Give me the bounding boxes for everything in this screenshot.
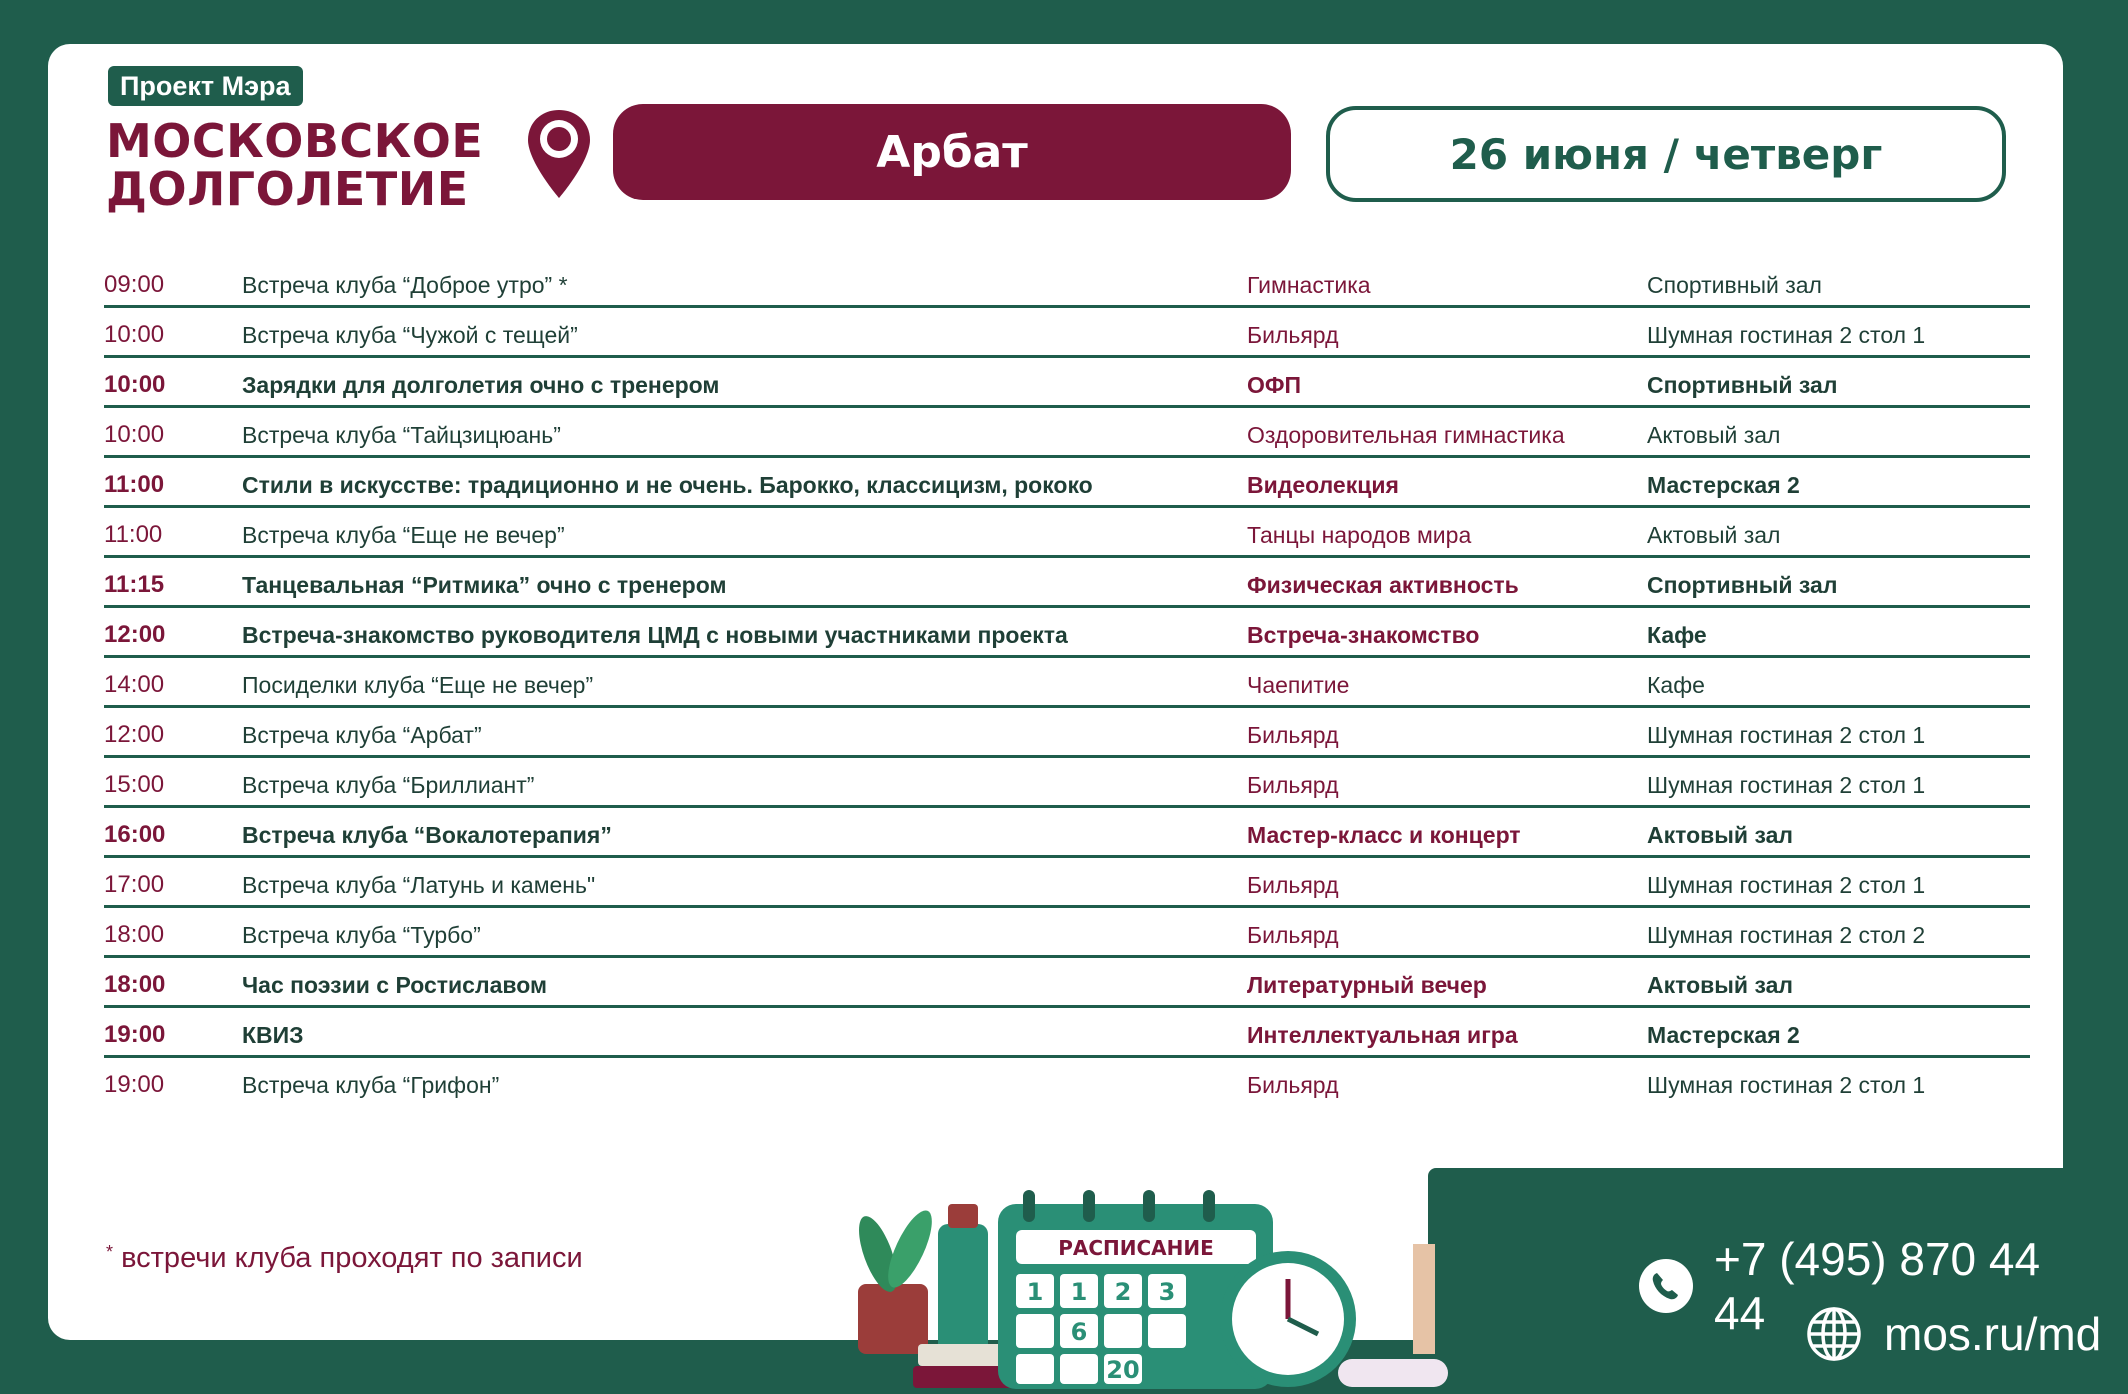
footnote xyxy=(106,1242,583,1275)
website-contact xyxy=(1806,1306,2101,1362)
event-type: Физическая активность xyxy=(1247,572,1519,598)
event-time: 11:00 xyxy=(104,471,165,498)
event-title: Встреча клуба “Бриллиант” xyxy=(242,772,535,798)
schedule-card xyxy=(48,44,2102,1384)
event-type: Бильярд xyxy=(1247,322,1339,348)
event-title: Встреча клуба “Латунь и камень" xyxy=(242,872,596,898)
footnote-star: * xyxy=(106,1242,114,1262)
phone-number[interactable]: +7 (495) 870 44 44 xyxy=(1714,1233,2041,1339)
event-place: Мастерская 2 xyxy=(1647,1022,1800,1048)
calendar-number: 1 xyxy=(1026,1278,1044,1306)
event-type: Бильярд xyxy=(1247,922,1339,948)
event-type: Гимнастика xyxy=(1247,272,1371,298)
event-type: Видеолекция xyxy=(1247,472,1399,498)
calendar-number: 2 xyxy=(1114,1278,1132,1306)
event-place: Спортивный зал xyxy=(1647,272,1822,298)
event-type: ОФП xyxy=(1247,372,1302,398)
event-type: Танцы народов мира xyxy=(1247,522,1472,548)
event-time: 17:00 xyxy=(104,871,165,898)
event-time: 19:00 xyxy=(104,1071,165,1098)
calendar-number: 20 xyxy=(1106,1356,1140,1384)
schedule-row xyxy=(104,308,2030,358)
event-title: Встреча клуба “Доброе утро” * xyxy=(242,272,568,298)
event-time: 11:15 xyxy=(104,571,165,598)
footnote-text: встречи клуба проходят по записи xyxy=(113,1242,583,1274)
event-type: Оздоровительная гимнастика xyxy=(1247,422,1565,448)
event-time: 12:00 xyxy=(104,721,165,748)
event-title: Стили в искусстве: традиционно и не очень. Барокко, классицизм, рококо xyxy=(242,472,1093,498)
schedule-row xyxy=(104,658,2030,708)
event-time: 10:00 xyxy=(104,371,166,398)
schedule-row xyxy=(104,508,2030,558)
event-place: Шумная гостиная 2 стол 1 xyxy=(1647,722,1926,748)
event-type: Бильярд xyxy=(1247,772,1339,798)
schedule-row xyxy=(104,908,2030,958)
schedule-row xyxy=(104,258,2030,308)
logo-line-2: ДОЛГОЛЕТИЕ xyxy=(106,162,469,216)
mayor-project-badge: Проект Мэра xyxy=(108,66,303,106)
event-type: Бильярд xyxy=(1247,722,1339,748)
event-time: 18:00 xyxy=(104,921,165,948)
location-pill: Арбат xyxy=(613,104,1291,200)
event-time: 12:00 xyxy=(104,621,166,648)
event-title: Встреча клуба “Чужой с тещей” xyxy=(242,322,578,348)
event-title: Посиделки клуба “Еще не вечер” xyxy=(242,672,594,698)
event-place: Шумная гостиная 2 стол 1 xyxy=(1647,1072,1926,1098)
event-time: 16:00 xyxy=(104,821,166,848)
event-place: Кафе xyxy=(1647,672,1705,698)
schedule-row xyxy=(104,608,2030,658)
event-title: Встреча клуба “Турбо” xyxy=(242,922,481,948)
event-type: Интеллектуальная игра xyxy=(1247,1022,1518,1048)
event-title: Танцевальная “Ритмика” очно с тренером xyxy=(242,572,727,598)
event-type: Чаепитие xyxy=(1247,672,1350,698)
schedule-row xyxy=(104,558,2030,608)
event-place: Актовый зал xyxy=(1647,522,1781,548)
event-title: Встреча клуба “Тайцзицюань” xyxy=(242,422,561,448)
calendar-number: 6 xyxy=(1070,1318,1088,1346)
schedule-row xyxy=(104,458,2030,508)
event-place: Шумная гостиная 2 стол 1 xyxy=(1647,772,1926,798)
event-place: Кафе xyxy=(1647,622,1707,648)
schedule-row xyxy=(104,708,2030,758)
schedule-illustration xyxy=(818,1134,1478,1394)
event-title: Встреча клуба “Вокалотерапия” xyxy=(242,822,612,848)
event-title: Встреча-знакомство руководителя ЦМД с новыми участниками проекта xyxy=(242,622,1068,648)
schedule-row xyxy=(104,758,2030,808)
calendar-number: 1 xyxy=(1070,1278,1088,1306)
event-time: 10:00 xyxy=(104,421,165,448)
event-title: Встреча клуба “Арбат” xyxy=(242,722,482,748)
event-type: Бильярд xyxy=(1247,1072,1339,1098)
event-type: Литературный вечер xyxy=(1247,972,1487,998)
event-type: Встреча-знакомство xyxy=(1247,622,1480,648)
website-link[interactable]: mos.ru/md xyxy=(1884,1308,2102,1360)
schedule-table xyxy=(104,258,2030,1105)
event-place: Мастерская 2 xyxy=(1647,472,1800,498)
schedule-row xyxy=(104,958,2030,1008)
event-time: 14:00 xyxy=(104,671,165,698)
event-title: Встреча клуба “Еще не вечер” xyxy=(242,522,565,548)
calendar-title: РАСПИСАНИЕ xyxy=(1058,1236,1214,1260)
schedule-row xyxy=(104,858,2030,908)
event-time: 11:00 xyxy=(104,521,163,548)
event-title: Зарядки для долголетия очно с тренером xyxy=(242,372,720,398)
calendar-number: 3 xyxy=(1158,1278,1176,1306)
event-place: Спортивный зал xyxy=(1647,572,1838,598)
event-place: Спортивный зал xyxy=(1647,372,1838,398)
event-time: 09:00 xyxy=(104,271,165,298)
event-place: Актовый зал xyxy=(1647,822,1793,848)
event-time: 18:00 xyxy=(104,971,166,998)
logo-line-1: МОСКОВСКОЕ xyxy=(106,114,484,168)
event-place: Актовый зал xyxy=(1647,422,1781,448)
schedule-row xyxy=(104,1008,2030,1058)
event-place: Шумная гостиная 2 стол 2 xyxy=(1647,922,1926,948)
event-place: Шумная гостиная 2 стол 1 xyxy=(1647,872,1926,898)
schedule-row xyxy=(104,1058,2030,1105)
event-time: 15:00 xyxy=(104,771,165,798)
schedule-row xyxy=(104,808,2030,858)
schedule-row xyxy=(104,358,2030,408)
map-pin-icon xyxy=(524,106,594,202)
event-title: КВИЗ xyxy=(242,1022,304,1048)
date-pill: 26 июня / четверг xyxy=(1326,106,2006,202)
event-time: 19:00 xyxy=(104,1021,166,1048)
event-place: Актовый зал xyxy=(1647,972,1793,998)
schedule-row xyxy=(104,408,2030,458)
phone-icon xyxy=(1638,1258,1694,1314)
event-title: Час поэзии с Ростиславом xyxy=(242,972,547,998)
event-title: Встреча клуба “Грифон” xyxy=(242,1072,500,1098)
event-place: Шумная гостиная 2 стол 1 xyxy=(1647,322,1926,348)
event-time: 10:00 xyxy=(104,321,165,348)
globe-icon xyxy=(1806,1306,1862,1362)
event-type: Мастер-класс и концерт xyxy=(1247,822,1521,848)
event-type: Бильярд xyxy=(1247,872,1339,898)
